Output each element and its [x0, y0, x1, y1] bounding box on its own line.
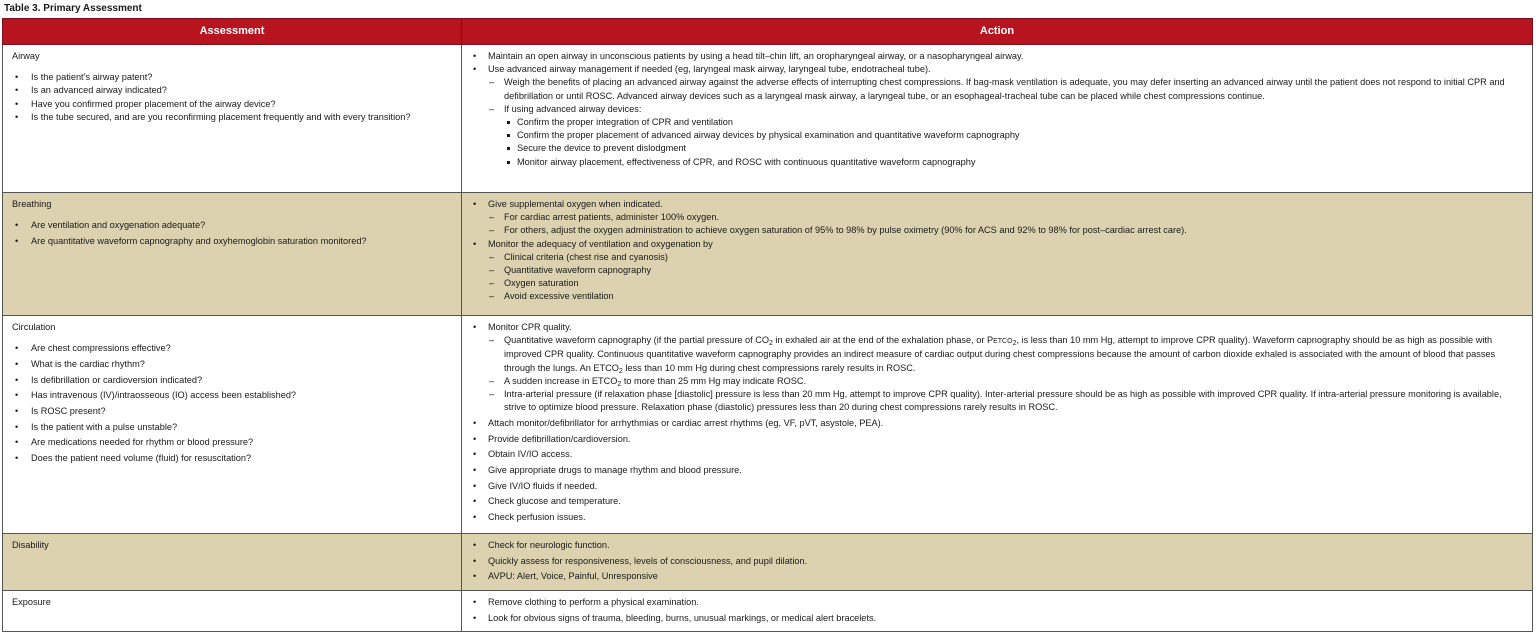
circulation-title: Circulation — [12, 322, 56, 332]
list-item: • Are quantitative waveform capnography and oxyhemoglobin saturation monitored? — [12, 235, 453, 248]
disability-action-cell — [462, 534, 1533, 591]
list-item: • Monitor the adequacy of ventilation and oxygenation by – Clinical criteria (chest rise and cyanosis) – Quantitative waveform capnography – Oxygen saturation – Avoid excessive ventilation — [468, 238, 1524, 304]
airway-assessment-cell — [3, 45, 462, 193]
airway-title: Airway — [12, 51, 40, 61]
list-item: • Monitor CPR quality. – Quantitative waveform capnography (if the partial pressure of $CO_2$ in exhaled air at the end of the exhalation phase, or $PETCO_2$, is less than 10 mm Hg, attempt to improve CPR quality). Waveform capnography should be as high as possible with improved CPR quality. Continuous quantitative waveform capnography provides an indirect measure of cardiac output during chest compressions because the amount of carbon dioxide exhaled is associated with the amount of blood that passes through the lungs. An $ETCO_2$ less than 10 mm Hg during chest compressions rarely results in ROSC. – A sudden increase in $ETCO_2$ to more than 25 mm Hg may indicate ROSC. – Intra-arterial pressure (if relaxation phase [diastolic] pressure is less than 20 mm Hg, attempt to improve CPR quality). Inter-arterial pressure should be as high as possible with improved CPR quality. If intra-arterial pressure monitoring is available, strive to optimize blood pressure. Relaxation phase (diastolic) pressures less than 20 during chest compressions rarely results in ROSC. — [468, 321, 1524, 414]
list-item: • Is defibrillation or cardioversion indicated? — [12, 374, 453, 387]
exposure-action-cell — [462, 591, 1533, 632]
list-item: • Attach monitor/defibrillator for arrhythmias or cardiac arrest rhythms (eg, VF, pVT, asystole, PEA). — [468, 417, 1524, 430]
breathing-title: Breathing — [12, 199, 52, 209]
circulation-action-list — [468, 321, 1524, 524]
list-item: • Quickly assess for responsiveness, levels of consciousness, and pupil dilation. — [468, 555, 1524, 568]
sub-list — [488, 76, 1524, 168]
list-item: • Is an advanced airway indicated? — [12, 84, 453, 97]
sub-item: – A sudden increase in $ETCO_2$ to more than 25 mm Hg may indicate ROSC. — [488, 375, 1524, 388]
breathing-assessment-list — [12, 219, 453, 248]
circulation-assessment-cell — [3, 316, 462, 534]
sub-item: – Weigh the benefits of placing an advanced airway against the adverse effects of interrupting chest compressions. If bag-mask ventilation is adequate, you may defer inserting an advanced airway until the patient does not respond to initial CPR and defibrillation or until ROSC. Advanced airway devices such as a laryngeal mask airway, a laryngeal tube, or an esophageal-tracheal tube can be placed while chest compressions continue. — [488, 76, 1524, 102]
list-item: • Check glucose and temperature. — [468, 495, 1524, 508]
exposure-action-list — [468, 596, 1524, 625]
list-item: • Give appropriate drugs to manage rhythm and blood pressure. — [468, 464, 1524, 477]
sub-sub-list — [504, 116, 1524, 169]
list-item: • AVPU: Alert, Voice, Painful, Unresponsive — [468, 570, 1524, 583]
sub-sub-item: Secure the device to prevent dislodgment — [504, 142, 1524, 155]
assessment-header: Assessment — [3, 19, 462, 45]
sub-item: – Clinical criteria (chest rise and cyanosis) — [488, 251, 1524, 264]
breathing-assessment-cell — [3, 193, 462, 316]
list-item: • Check perfusion issues. — [468, 511, 1524, 524]
sub-item: – Intra-arterial pressure (if relaxation phase [diastolic] pressure is less than 20 mm Hg, attempt to improve CPR quality). Inter-arterial pressure should be as high as possible with improved CPR quality. If intra-arterial pressure monitoring is available, strive to optimize blood pressure. Relaxation phase (diastolic) pressures less than 20 during chest compressions rarely results in ROSC. — [488, 388, 1524, 414]
sub-item: – Avoid excessive ventilation — [488, 290, 1524, 303]
list-item: • Remove clothing to perform a physical examination. — [468, 596, 1524, 609]
list-item: • Provide defibrillation/cardioversion. — [468, 433, 1524, 446]
exposure-assessment-cell — [3, 591, 462, 632]
table-caption: Table 3. Primary Assessment — [4, 3, 142, 14]
list-item: • Has intravenous (IV)/intraosseous (IO) access been established? — [12, 389, 453, 402]
disability-assessment-cell — [3, 534, 462, 591]
list-item: • Is the patient with a pulse unstable? — [12, 421, 453, 434]
breathing-action-list — [468, 198, 1524, 304]
list-item: • Look for obvious signs of trauma, bleeding, burns, unusual markings, or medical alert bracelets. — [468, 612, 1524, 625]
list-item: • Is ROSC present? — [12, 405, 453, 418]
list-item: • Maintain an open airway in unconscious patients by using a head tilt–chin lift, an oropharyngeal airway, or a nasopharyngeal airway. — [468, 50, 1524, 63]
airway-action-list — [468, 50, 1524, 169]
exposure-row — [3, 591, 1533, 632]
disability-title: Disability — [12, 540, 49, 550]
list-item: • Is the tube secured, and are you reconfirming placement frequently and with every transition? — [12, 111, 453, 124]
sub-sub-item: Confirm the proper placement of advanced airway devices by physical examination and quantitative waveform capnography — [504, 129, 1524, 142]
sub-item: – For others, adjust the oxygen administration to achieve oxygen saturation of 95% to 98% by pulse oximetry (90% for ACS and 92% to 98% for post–cardiac arrest care). — [488, 224, 1524, 237]
exposure-title: Exposure — [12, 597, 51, 607]
disability-action-list — [468, 539, 1524, 584]
sub-sub-item: Monitor airway placement, effectiveness of CPR, and ROSC with continuous quantitative waveform capnography — [504, 156, 1524, 169]
list-item: • Give supplemental oxygen when indicated. – For cardiac arrest patients, administer 100% oxygen. – For others, adjust the oxygen administration to achieve oxygen saturation of 95% to 98% by pulse oximetry (90% for ACS and 92% to 98% for post–cardiac arrest care). — [468, 198, 1524, 238]
sub-item: – If using advanced airway devices: Confirm the proper integration of CPR and ventilation Confirm the proper placement of advanced airway devices by physical examination and quantitative waveform capnography Secure the device to prevent dislodgment Monitor airway placement, effectiveness of CPR, and ROSC with continuous quantitative waveform capnography — [488, 103, 1524, 169]
sub-list — [488, 251, 1524, 304]
list-item: • Is the patient’s airway patent? — [12, 71, 453, 84]
sub-sub-item: Confirm the proper integration of CPR and ventilation — [504, 116, 1524, 129]
list-item: • Use advanced airway management if needed (eg, laryngeal mask airway, laryngeal tube, endotracheal tube). – Weigh the benefits of placing an advanced airway against the adverse effects of interrupting chest compressions. If bag-mask ventilation is adequate, you may defer inserting an advanced airway until the patient does not respond to initial CPR and defibrillation or until ROSC. Advanced airway devices such as a laryngeal mask airway, a laryngeal tube, or an esophageal-tracheal tube can be placed while chest compressions continue. – If using advanced airway devices: Confirm the proper integration of CPR and ventilation Confirm the proper placement of advanced airway devices by physical examination and quantitative waveform capnography Secure the device to prevent dislodgment Monitor airway placement, effectiveness of CPR, and ROSC with continuous quantitative waveform capnography — [468, 63, 1524, 169]
primary-assessment-table — [2, 18, 1533, 632]
list-item: • Check for neurologic function. — [468, 539, 1524, 552]
list-item: • Give IV/IO fluids if needed. — [468, 480, 1524, 493]
list-item: • Does the patient need volume (fluid) for resuscitation? — [12, 452, 453, 465]
sub-list — [488, 211, 1524, 237]
action-header: Action — [462, 19, 1533, 45]
circulation-assessment-list — [12, 342, 453, 465]
sub-item: – Quantitative waveform capnography (if the partial pressure of $CO_2$ in exhaled air at the end of the exhalation phase, or $PETCO_2$, is less than 10 mm Hg, attempt to improve CPR quality). Waveform capnography should be as high as possible with improved CPR quality. Continuous quantitative waveform capnography provides an indirect measure of cardiac output during chest compressions because the amount of carbon dioxide exhaled is associated with the amount of blood that passes through the lungs. An $ETCO_2$ less than 10 mm Hg during chest compressions rarely results in ROSC. — [488, 334, 1524, 375]
airway-assessment-list — [12, 71, 453, 124]
sub-item: – Quantitative waveform capnography — [488, 264, 1524, 277]
list-item: • What is the cardiac rhythm? — [12, 358, 453, 371]
airway-row — [3, 45, 1533, 193]
sub-item: – Oxygen saturation — [488, 277, 1524, 290]
sub-item: – For cardiac arrest patients, administer 100% oxygen. — [488, 211, 1524, 224]
disability-row — [3, 534, 1533, 591]
header-row — [3, 19, 1533, 45]
circulation-row — [3, 316, 1533, 534]
list-item: • Obtain IV/IO access. — [468, 448, 1524, 461]
breathing-action-cell — [462, 193, 1533, 316]
sub-list — [488, 334, 1524, 414]
list-item: • Are medications needed for rhythm or blood pressure? — [12, 436, 453, 449]
list-item: • Have you confirmed proper placement of the airway device? — [12, 98, 453, 111]
circulation-action-cell — [462, 316, 1533, 534]
list-item: • Are ventilation and oxygenation adequate? — [12, 219, 453, 232]
breathing-row — [3, 193, 1533, 316]
airway-action-cell — [462, 45, 1533, 193]
list-item: • Are chest compressions effective? — [12, 342, 453, 355]
